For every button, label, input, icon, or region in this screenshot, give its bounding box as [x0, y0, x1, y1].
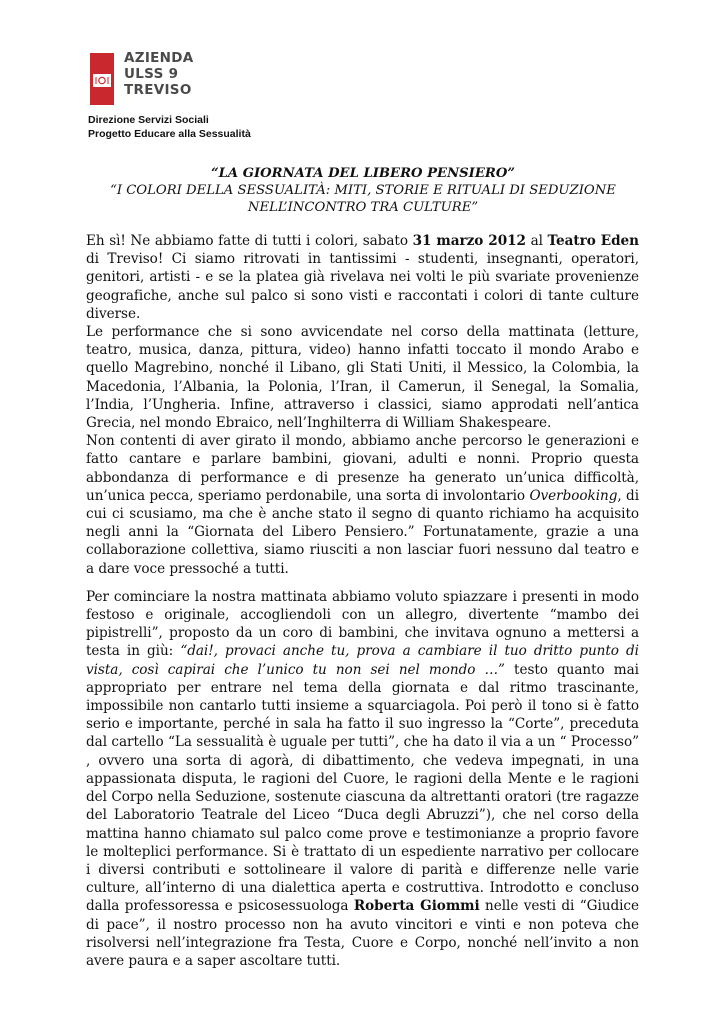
department-header [88, 113, 251, 141]
title-line-3: NELL’INCONTRO TRA CULTURE” [247, 200, 479, 215]
song-quote: “dai!, provaci anche tu, prova a cambiare il tuo dritto punto di vista, così capirai che l’unico tu non sei nel mondo …” [86, 643, 639, 678]
paragraph-1 [86, 232, 639, 323]
article-body [86, 232, 639, 970]
venue-name: Teatro Eden [547, 233, 639, 249]
paragraph-2: Le performance che si sono avvicendate nel corso della mattinata (letture, teatro, musica, danza, pittura, video) hanno infatti toccato il mondo Arabo e quello Magrebino, nonché il Libano, gli Stati Uniti, il Messico, la Colombia, la Macedonia, l’Albania, la Polonia, l’Iran, il Camerun, il Senegal, la Somalia, l’India, l’Ungheria. Infine, attraverso i classici, siamo approdati nell’antica Grecia, nel mondo Ebraico, nell’Inghilterra di William Shakespeare. [86, 324, 639, 432]
title-line-2: “I COLORI DELLA SESSUALITÀ: MITI, STORIE E RITUALI DI SEDUZIONE [110, 183, 616, 198]
logo-line-3: TREVISO [124, 82, 192, 98]
ulss-wordmark [124, 50, 210, 98]
paragraph-4 [86, 588, 639, 970]
p4-text-b: testo quanto mai appropriato per entrare nel tema della giornata e dal ritmo trascinante, impossibile non cantarlo tutti insieme a squarciagola. Poi però il tono si è fatto serio e importante, perché in sala ha fatto il suo ingresso la “Corte”, preceduta dal cartello “La sessualità è uguale per tutti”, che ha dato il via a un “ Processo” , ovvero una sorta di agorà, di dibattimento, che vedeva impegnati, in una appassionata disputa, le ragioni del Cuore, le ragioni della Mente e le ragioni del Corpo nella Seduzione, sostenute ciascuna da altrettanti oratori (tre ragazze del Laboratorio Teatrale del Liceo “Duca degli Abruzzi”), che nel corso della mattina hanno chiamato sul palco come prove e testimonianze a proprio favore le molteplici performance. Si è trattato di un espediente narrativo per collocare i diversi contributi e sottolineare il valore di parità e differenze nelle varie culture, all’interno di una dialettica aperta e costruttiva. Introdotto e concluso dalla professoressa e psicosessuologa [86, 661, 639, 915]
ulss-emblem-icon [90, 53, 114, 105]
paragraph-3 [86, 432, 639, 578]
p3-text-a: Non contenti di aver girato il mondo, abbiamo anche percorso le generazioni e fatto cantare e parlare bambini, giovani, adulti e nonni. Proprio questa abbondanza di performance e di presenze ha generato un’unica difficoltà, un’unica pecca, speriamo perdonabile, una sorta di involontario [86, 433, 639, 504]
p4-text-c: nelle vesti di “Giudice di pace”, il nostro processo non ha avuto vincitori e vinti e non poteva che risolversi nell’integrazione fra Testa, Cuore e Corpo, nonché nell’invito a non avere paura e a saper ascoltare tutti. [86, 898, 639, 969]
project-name: Progetto Educare alla Sessualità [88, 128, 251, 140]
logo-line-1: AZIENDA [124, 50, 194, 66]
p4-text-a: Per cominciare la nostra mattinata abbiamo voluto spiazzare i presenti in modo festoso e originale, accogliendoli con un allegro, divertente “mambo dei pipistrelli”, proposto da un coro di bambini, che invitava ognuno a mettersi a testa in giù: [86, 588, 639, 660]
p1-text-a: Eh sì! Ne abbiamo fatte di tutti i colori, sabato [86, 233, 413, 249]
p1-text-b: al [525, 233, 548, 249]
p3-text-b: , di cui ci scusiamo, ma che è anche stato il segno di quanto richiamo ha acquisito negli anni la “Giornata del Libero Pensiero.” Fortunatamente, grazie a una collaborazione collettiva, siamo riusciti a non lasciar fuori nessuno dal teatro e a dare voce pressoché a tutti. [86, 487, 639, 577]
department-name: Direzione Servizi Sociali [88, 114, 209, 126]
ulss-logo [90, 50, 210, 110]
logo-line-2: ULSS 9 [124, 66, 179, 82]
title-line-1: “LA GIORNATA DEL LIBERO PENSIERO” [211, 166, 515, 181]
event-date: 31 marzo 2012 [412, 233, 526, 249]
overbooking-term: Overbooking [529, 487, 618, 504]
document-title [88, 165, 638, 216]
p1-text-c: di Treviso! Ci siamo ritrovati in tantissimi - studenti, insegnanti, operatori, genitori, artisti - e se la platea già rivelava nei volti le più svariate provenienze geografiche, anche sul palco si sono visti e raccontati i colori di tante culture diverse. [86, 251, 639, 322]
speaker-name: Roberta Giommi [353, 898, 480, 915]
